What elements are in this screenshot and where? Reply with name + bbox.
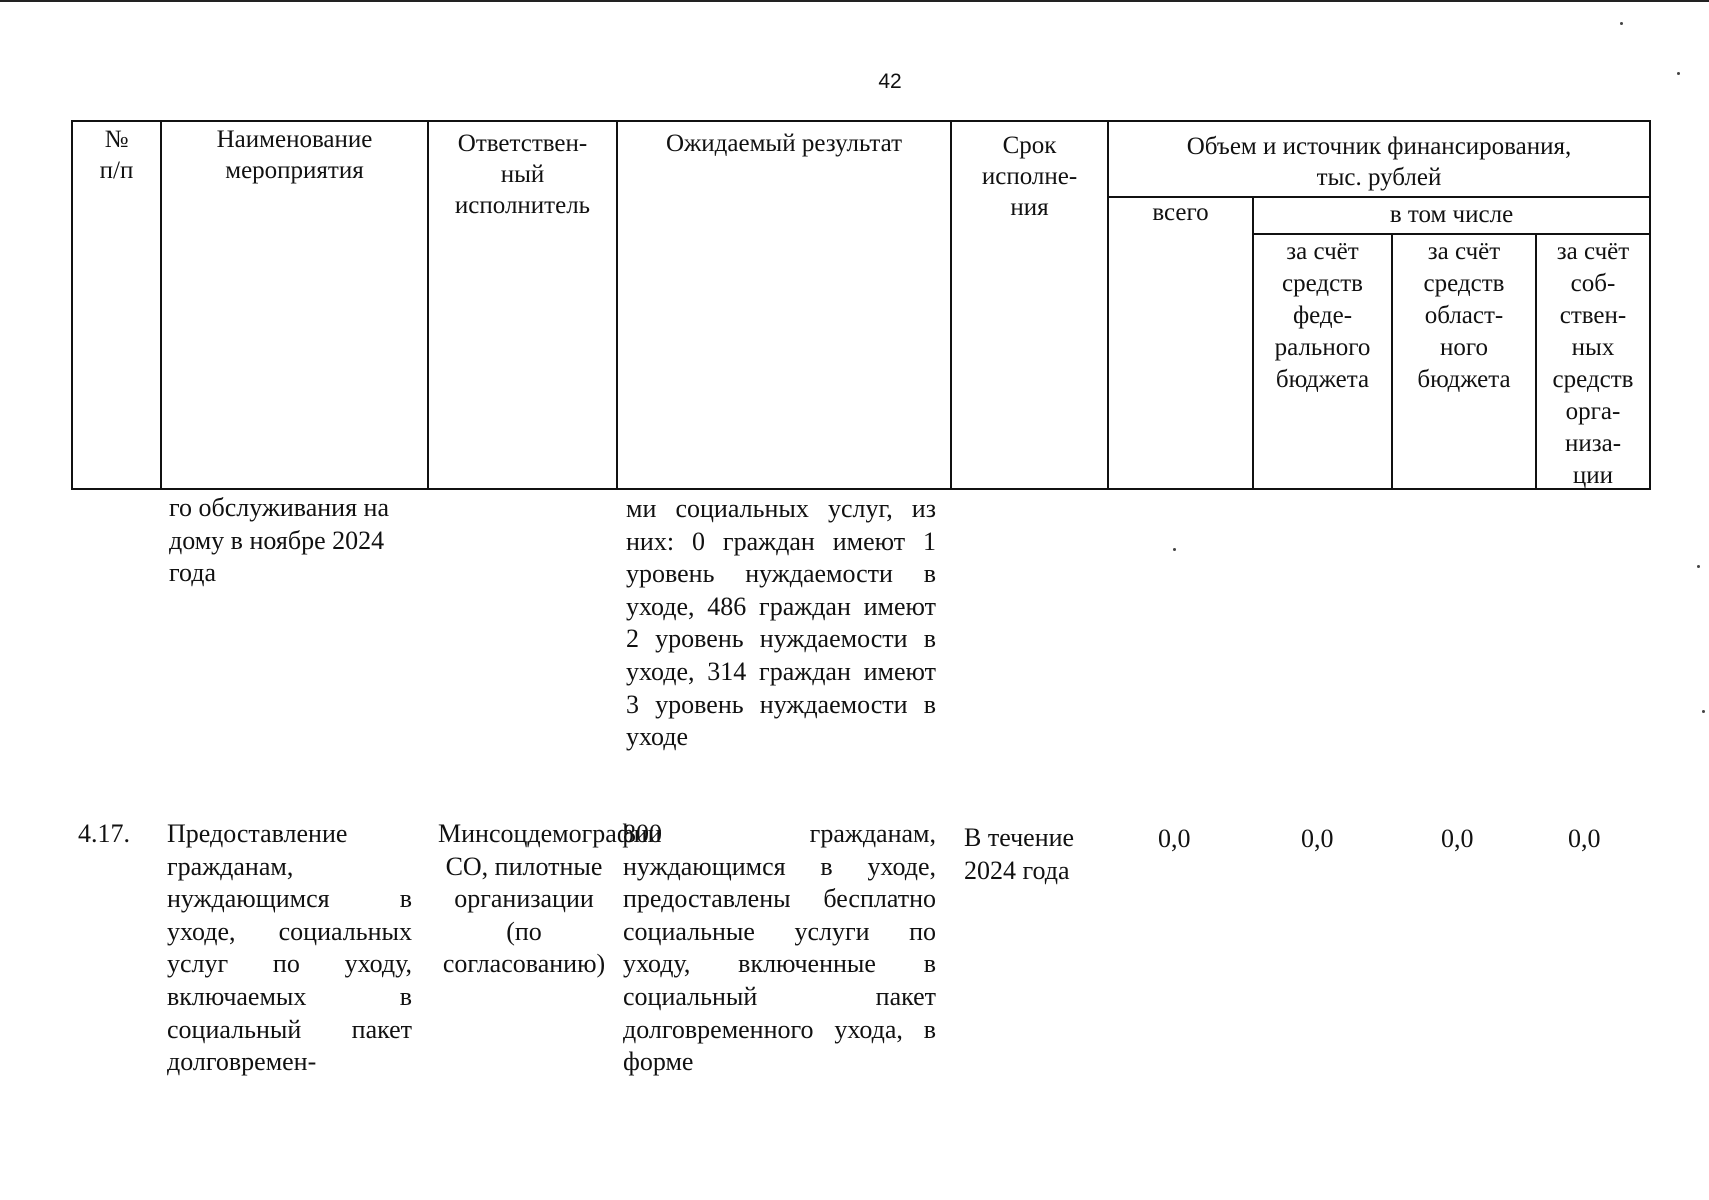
header-col-federal: за счёт средств феде- рального бюджета: [1274, 238, 1371, 393]
header-bottom-border: [71, 488, 1651, 490]
header-col-name: Наименование мероприятия: [216, 126, 373, 184]
col-divider-3: [616, 120, 618, 490]
row-term: В течение 2024 года: [964, 823, 1075, 885]
header-col-finance: Объем и источник финансирования, тыс. рублей: [1186, 133, 1572, 191]
header-col-result: Ожидаемый результат: [665, 130, 903, 157]
header-col-total: всего: [1152, 199, 1209, 226]
row-result-continued: ми социальных услуг, из них: 0 граждан имеют 1 уровень нуждаемости в уходе, 486 граждан имеют 2 уровень нуждаемости в уходе, 314 граждан имеют 3 уровень нуждаемости в уходе: [626, 494, 936, 752]
row-total: 0,0: [1158, 824, 1191, 853]
scan-speck: [1620, 22, 1623, 25]
header-col-regional: за счёт средств област- ного бюджета: [1417, 238, 1511, 393]
scan-speck: [1677, 72, 1680, 75]
row-regional: 0,0: [1441, 824, 1474, 853]
scan-speck: [1697, 565, 1700, 568]
header-col-responsible: Ответствен- ный исполнитель: [454, 130, 591, 219]
header-col-own: за счёт соб- ствен- ных средств орга- низа- ции: [1552, 238, 1634, 489]
page-number: 42: [878, 70, 902, 93]
row-responsible: Минсоцдемографии СО, пилотные организации (по согласованию): [438, 819, 662, 979]
header-col-number: № п/п: [99, 126, 134, 184]
incl-divider: [1252, 233, 1651, 235]
row-number: 4.17.: [78, 819, 130, 848]
header-top-border: [71, 120, 1651, 122]
header-right-border: [1649, 120, 1651, 490]
row-result: 800 гражданам, нуждающимся в уходе, предоставлены бесплатно социальные услуги по уходу, включенные в социальный пакет долговременного ухода, в форме: [623, 819, 936, 1077]
scan-speck: [1173, 548, 1176, 551]
row-name: Предоставление гражданам, нуждающимся в уходе, социальных услуг по уходу, включаемых в социальный пакет долговремен-: [167, 819, 412, 1077]
row-own: 0,0: [1568, 824, 1601, 853]
scan-speck: [1702, 710, 1705, 713]
row-name-continued: го обслуживания на дому в ноябре 2024 года: [169, 493, 390, 588]
header-col-term: Срок исполне- ния: [981, 132, 1078, 221]
row-federal: 0,0: [1301, 824, 1334, 853]
header-col-including: в том числе: [1389, 201, 1514, 228]
top-border: [0, 0, 1709, 2]
